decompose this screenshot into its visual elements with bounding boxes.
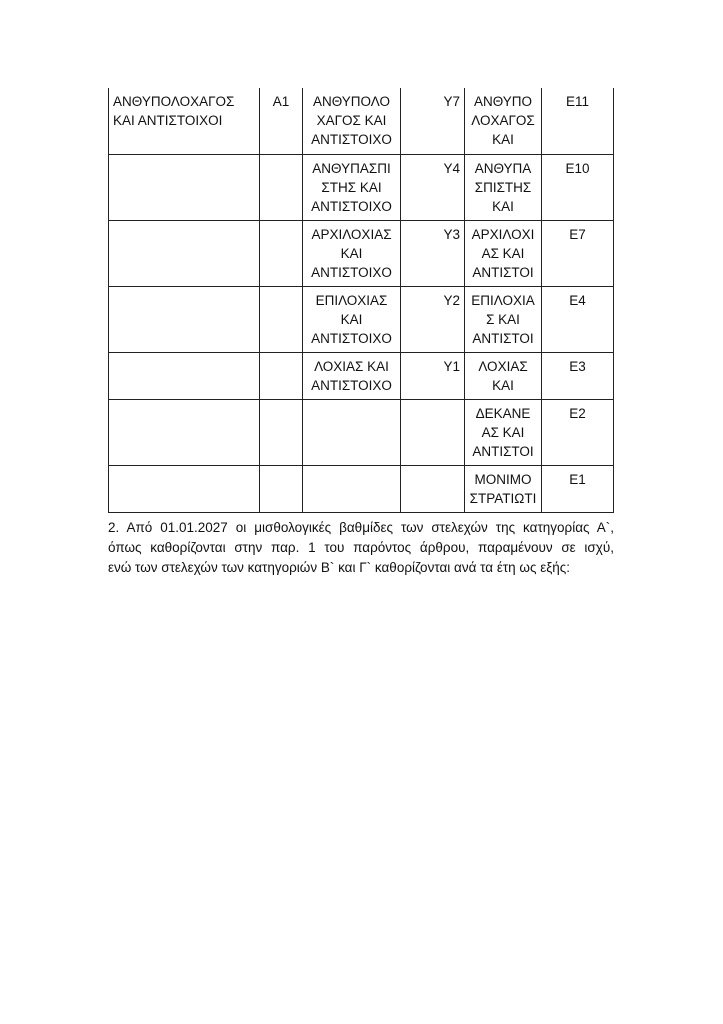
table-row — [109, 88, 614, 154]
table-row — [109, 352, 614, 399]
table-row — [109, 286, 614, 352]
grade-code-a-cell — [260, 154, 303, 220]
rank-category-c-cell: ΑΝΘΥΠΑ ΣΠΙΣΤΗΣ ΚΑΙ — [465, 154, 542, 220]
grade-code-c-cell: Ε7 — [542, 220, 614, 286]
rank-category-b-cell — [303, 399, 401, 465]
rank-category-a-cell — [109, 286, 260, 352]
rank-category-c-cell: ΑΝΘΥΠΟ ΛΟΧΑΓΟΣ ΚΑΙ — [465, 88, 542, 154]
grade-code-c-cell: Ε4 — [542, 286, 614, 352]
rank-category-a-cell — [109, 465, 260, 512]
grade-code-a-cell: Α1 — [260, 88, 303, 154]
paragraph-line: ενώ των στελεχών των κατηγοριών Β` και Γ` καθορίζονται ανά τα έτη ως εξής: — [108, 560, 571, 575]
grade-code-c-cell: Ε2 — [542, 399, 614, 465]
grade-code-c-cell: Ε11 — [542, 88, 614, 154]
grade-code-c-cell: Ε3 — [542, 352, 614, 399]
rank-category-a-cell — [109, 399, 260, 465]
paragraph-2 — [108, 518, 614, 578]
grade-code-b-cell: Υ4 — [401, 154, 465, 220]
rank-category-a-cell — [109, 352, 260, 399]
grade-code-c-cell: Ε1 — [542, 465, 614, 512]
grade-code-c-cell: Ε10 — [542, 154, 614, 220]
grade-code-a-cell — [260, 220, 303, 286]
rank-category-b-cell: ΑΝΘΥΠΑΣΠΙ ΣΤΗΣ ΚΑΙ ΑΝΤΙΣΤΟΙΧΟ — [303, 154, 401, 220]
rank-category-b-cell: ΑΝΘΥΠΟΛΟ ΧΑΓΟΣ ΚΑΙ ΑΝΤΙΣΤΟΙΧΟ — [303, 88, 401, 154]
table-row — [109, 465, 614, 512]
rank-category-b-cell: ΑΡΧΙΛΟΧΙΑΣ ΚΑΙ ΑΝΤΙΣΤΟΙΧΟ — [303, 220, 401, 286]
grade-code-a-cell — [260, 465, 303, 512]
rank-category-c-cell: ΕΠΙΛΟΧΙΑ Σ ΚΑΙ ΑΝΤΙΣΤΟΙ — [465, 286, 542, 352]
rank-category-a-cell — [109, 220, 260, 286]
table-row — [109, 154, 614, 220]
grade-code-a-cell — [260, 399, 303, 465]
rank-category-b-cell — [303, 465, 401, 512]
rank-category-a-cell — [109, 154, 260, 220]
rank-category-c-cell: ΜΟΝΙΜΟ ΣΤΡΑΤΙΩΤΙ — [465, 465, 542, 512]
grade-code-b-cell — [401, 465, 465, 512]
salary-grades-table — [108, 88, 614, 513]
grade-code-a-cell — [260, 286, 303, 352]
grade-code-b-cell: Υ3 — [401, 220, 465, 286]
grade-code-b-cell — [401, 399, 465, 465]
rank-category-c-cell: ΔΕΚΑΝΕ ΑΣ ΚΑΙ ΑΝΤΙΣΤΟΙ — [465, 399, 542, 465]
grade-code-a-cell — [260, 352, 303, 399]
grade-code-b-cell: Υ7 — [401, 88, 465, 154]
table-row — [109, 399, 614, 465]
table-row — [109, 220, 614, 286]
grade-code-b-cell: Υ2 — [401, 286, 465, 352]
rank-category-b-cell: ΛΟΧΙΑΣ ΚΑΙ ΑΝΤΙΣΤΟΙΧΟ — [303, 352, 401, 399]
grade-code-b-cell: Υ1 — [401, 352, 465, 399]
rank-category-c-cell: ΛΟΧΙΑΣ ΚΑΙ — [465, 352, 542, 399]
paragraph-line: 2. Από 01.01.2027 οι μισθολογικές βαθμίδες των στελεχών της κατηγορίας Α`, — [108, 520, 614, 535]
rank-category-c-cell: ΑΡΧΙΛΟΧΙ ΑΣ ΚΑΙ ΑΝΤΙΣΤΟΙ — [465, 220, 542, 286]
rank-category-a-cell: ΑΝΘΥΠΟΛΟΧΑΓΟΣ ΚΑΙ ΑΝΤΙΣΤΟΙΧΟΙ — [109, 88, 260, 154]
rank-category-b-cell: ΕΠΙΛΟΧΙΑΣ ΚΑΙ ΑΝΤΙΣΤΟΙΧΟ — [303, 286, 401, 352]
paragraph-line: όπως καθορίζονται στην παρ. 1 του παρόντος άρθρου, παραμένουν σε ισχύ, — [108, 540, 614, 555]
